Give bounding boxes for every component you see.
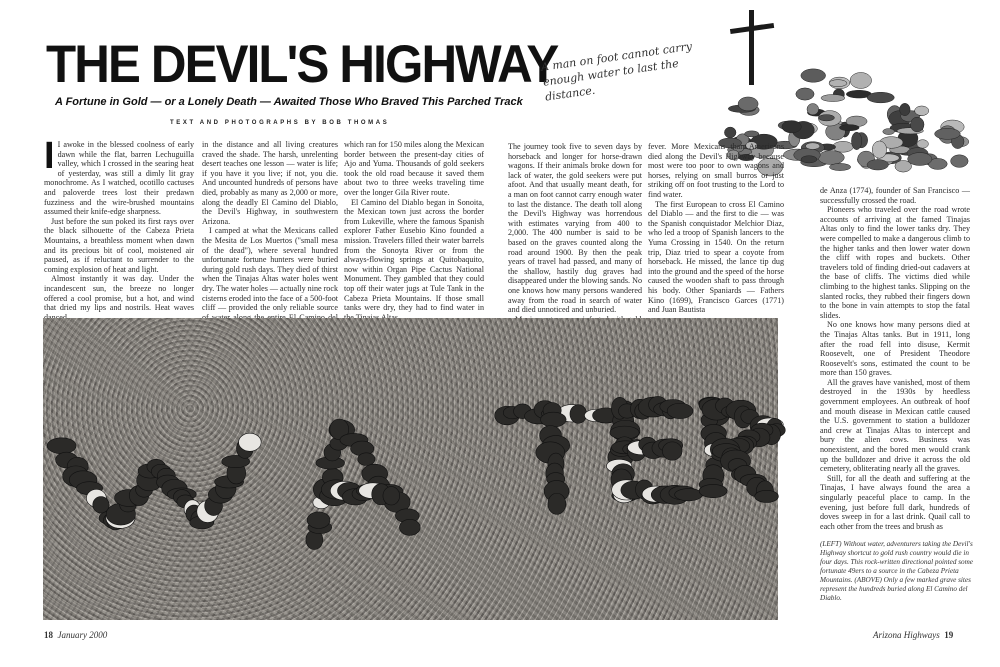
paragraph: de Anza (1774), founder of San Francisco — successfully crossed the road. [820, 186, 970, 205]
article-subtitle: A Fortune in Gold — or a Lonely Death — Awaited Those Who Braved This Parched Track [55, 96, 523, 108]
paragraph: I camped at what the Mexicans called the Mesita de Los Muertos ("small mesa of the dead"), where several hundred unfortunate fortune hunters were buried during gold rush days. They died of thirst when the Tinajas Altas water holes went dry. The water holes — actually nine rock cisterns eroded into the face of a 500-foot cliff — provided the only reliable source [202, 226, 338, 313]
rock-writing-photo [43, 318, 778, 620]
page-number-left: 18 [44, 630, 53, 640]
paragraph: which ran for 150 miles along the Mexican border between the present-day cities of Ajo and Yuma. Thousands of gold seekers took the old road because it saved them about two to three weeks traveling time over the longer Gila River route. [344, 140, 484, 197]
page-number-right: 19 [944, 630, 954, 640]
paragraph: Pioneers who traveled over the road wrote accounts of arriving at the famed Tinajas Altas only to find the lower tanks dry. They were compelled to make a dangerous climb to the higher tanks and then lower water down the cliff with ropes and buckets. Other travelers told of finding dried-out cadavers at the base of cliffs. The victims died while climbing to the highest tanks. Slipping on the slanted rocks, they rubbed their fingers down to the bone in vain attempts to stop the fatal slides. [820, 205, 970, 320]
paragraph: No one knows how many persons died at the Tinajas Altas tanks. But in 1911, long after the road fell into disuse, Kermit Roosevelt, one of President Theodore Roosevelt's sons, estimated the count to be more than 150 graves. [820, 320, 970, 378]
photo-caption: (LEFT) Without water, adventurers taking the Devil's Highway shortcut to gold rush country would die in four days. This rock-written directional pointed some fortunate 49ers to a source in the Cabeza Prieta Mountains. (ABOVE) Only a few marked grave sites represent the hundreds buried along El Camino del Diablo. [820, 540, 973, 602]
byline: TEXT AND PHOTOGRAPHS BY BOB THOMAS [170, 120, 390, 126]
paragraph: in the distance and all living creatures craved the shade. The harsh, unrelenting desert teaches one lesson — water is life; if you have it you live; if not, you die. And uncounted hundreds of persons have died, probably as many as 2,000 or more, along the deadly El Camino del Diablo, the Devil's Highway, in southwestern Arizona. [202, 140, 338, 226]
text-column-1 [44, 135, 194, 314]
paragraph: All the graves have vanished, most of them destroyed in the 1930s by heedless government employees. An outbreak of hoof and mouth disease in Mexican cattle caused the U.S. government to station a bulldozer and crew at Tinajas Altas to intercept and bury the alien cows. Business was nonexistent, and the bored men would crank up the bulldozer and drive it across the old cemetery, obliterating nearly all the graves. [820, 377, 970, 474]
pull-quote: A man on foot cannot carry enough water to last the distance. [540, 39, 693, 104]
paragraph-text: I awoke in the blessed coolness of early dawn while the flat, barren Lechuguilla valley, which I crossed in the searing heat of yesterday, was still a dimly lit gray monochrome. As I watched, ocotillo cactuses and paloverde trees lost their predawn fuzziness and the wire-brushed mountains assumed their knife-edge sharpness. [44, 140, 194, 217]
issue-date: January 2000 [57, 630, 108, 640]
folio-left [44, 630, 107, 640]
text-column-3 [344, 140, 484, 314]
paragraph: Almost instantly it was day. Under the incandescent sun, the breeze no longer offered a cool promise, but a hot, and wind that dried my lips and nostrils. Heat waves [44, 274, 194, 313]
text-column-5 [648, 142, 784, 314]
text-column-4 [508, 142, 642, 314]
folio-right [873, 630, 953, 640]
paragraph [44, 135, 194, 217]
paragraph: Just before the sun poked its first rays over the black silhouette of the Cabeza Prieta Mountains, a breathless moment when dawn and its precious bit of cool, moistened air paused, as if reluctant to surrender to the coming explosion of heat and light. [44, 216, 194, 274]
paragraph: Still, for all the death and suffering at the Tinajas, I have always found the area a singularly peaceful place to camp. In the evening, just before full dark, hundreds of doves sweep in for a last drink. Quail call to each other from the trees and brush as [820, 473, 970, 531]
text-column-6 [820, 186, 970, 532]
magazine-name: Arizona Highways [873, 630, 940, 640]
paragraph: The first European to cross El Camino del Diablo — and the first to die — was the Spanish conquistador Melchior Diaz, who led a troop of Spanish lancers to the Yuma Crossing in 1540. On the return trip, Diaz tried to spear a coyote from horseback. He missed, the lance tip dug into the ground and the speed of the horse caused the wooden shaft to pass through his body. Other Spaniards — Fathers Kino (1699), Francisco Garces (1771) and Juan Bautista [648, 199, 784, 315]
paragraph: fever. More Mexicans than Americans died along the Devil's Highway because most were too poor to own wagons and horses, relying on small burros or just striking off on foot trusting to the Lord to find water. [648, 142, 784, 199]
paragraph: The journey took five to seven days by horseback and longer for horse-drawn wagons. If their animals broke down for lack of water, the gold seekers were put afoot. And that usually meant death, for a man on foot cannot carry enough water to last the distance. The death toll along the Devil's Highway was horrendous with estimates varying from 400 to 2,000. The 400 number is said to be based on the graves counted along the road around 1900. By then the peak years of travel had passed, and many of the shallow, hastily dug graves had disappeared under the blowing sands. No one knows how many persons wandered away from the road in search of water and died unnoticed and unburied. [508, 142, 642, 315]
text-column-2 [202, 140, 338, 314]
paragraph: El Camino del Diablo began in Sonoita, the Mexican town just across the border from Lukeville, where the famous Spanish explorer Father Eusebio Kino founded a mission. Travelers filled their water barrels from the Sonoyta River or from the always-flowing springs at Quitobaquito, now within Organ Pipe Cactus National Monument. They gambled that they could top off their water jugs at Tule Tank in the Cabeza Prieta Mountains. If those small tanks were dry, they had to find water in [344, 197, 484, 313]
drop-cap: I [44, 135, 55, 177]
rock-letters [47, 396, 785, 549]
article-title: THE DEVIL'S HIGHWAY [46, 35, 558, 94]
